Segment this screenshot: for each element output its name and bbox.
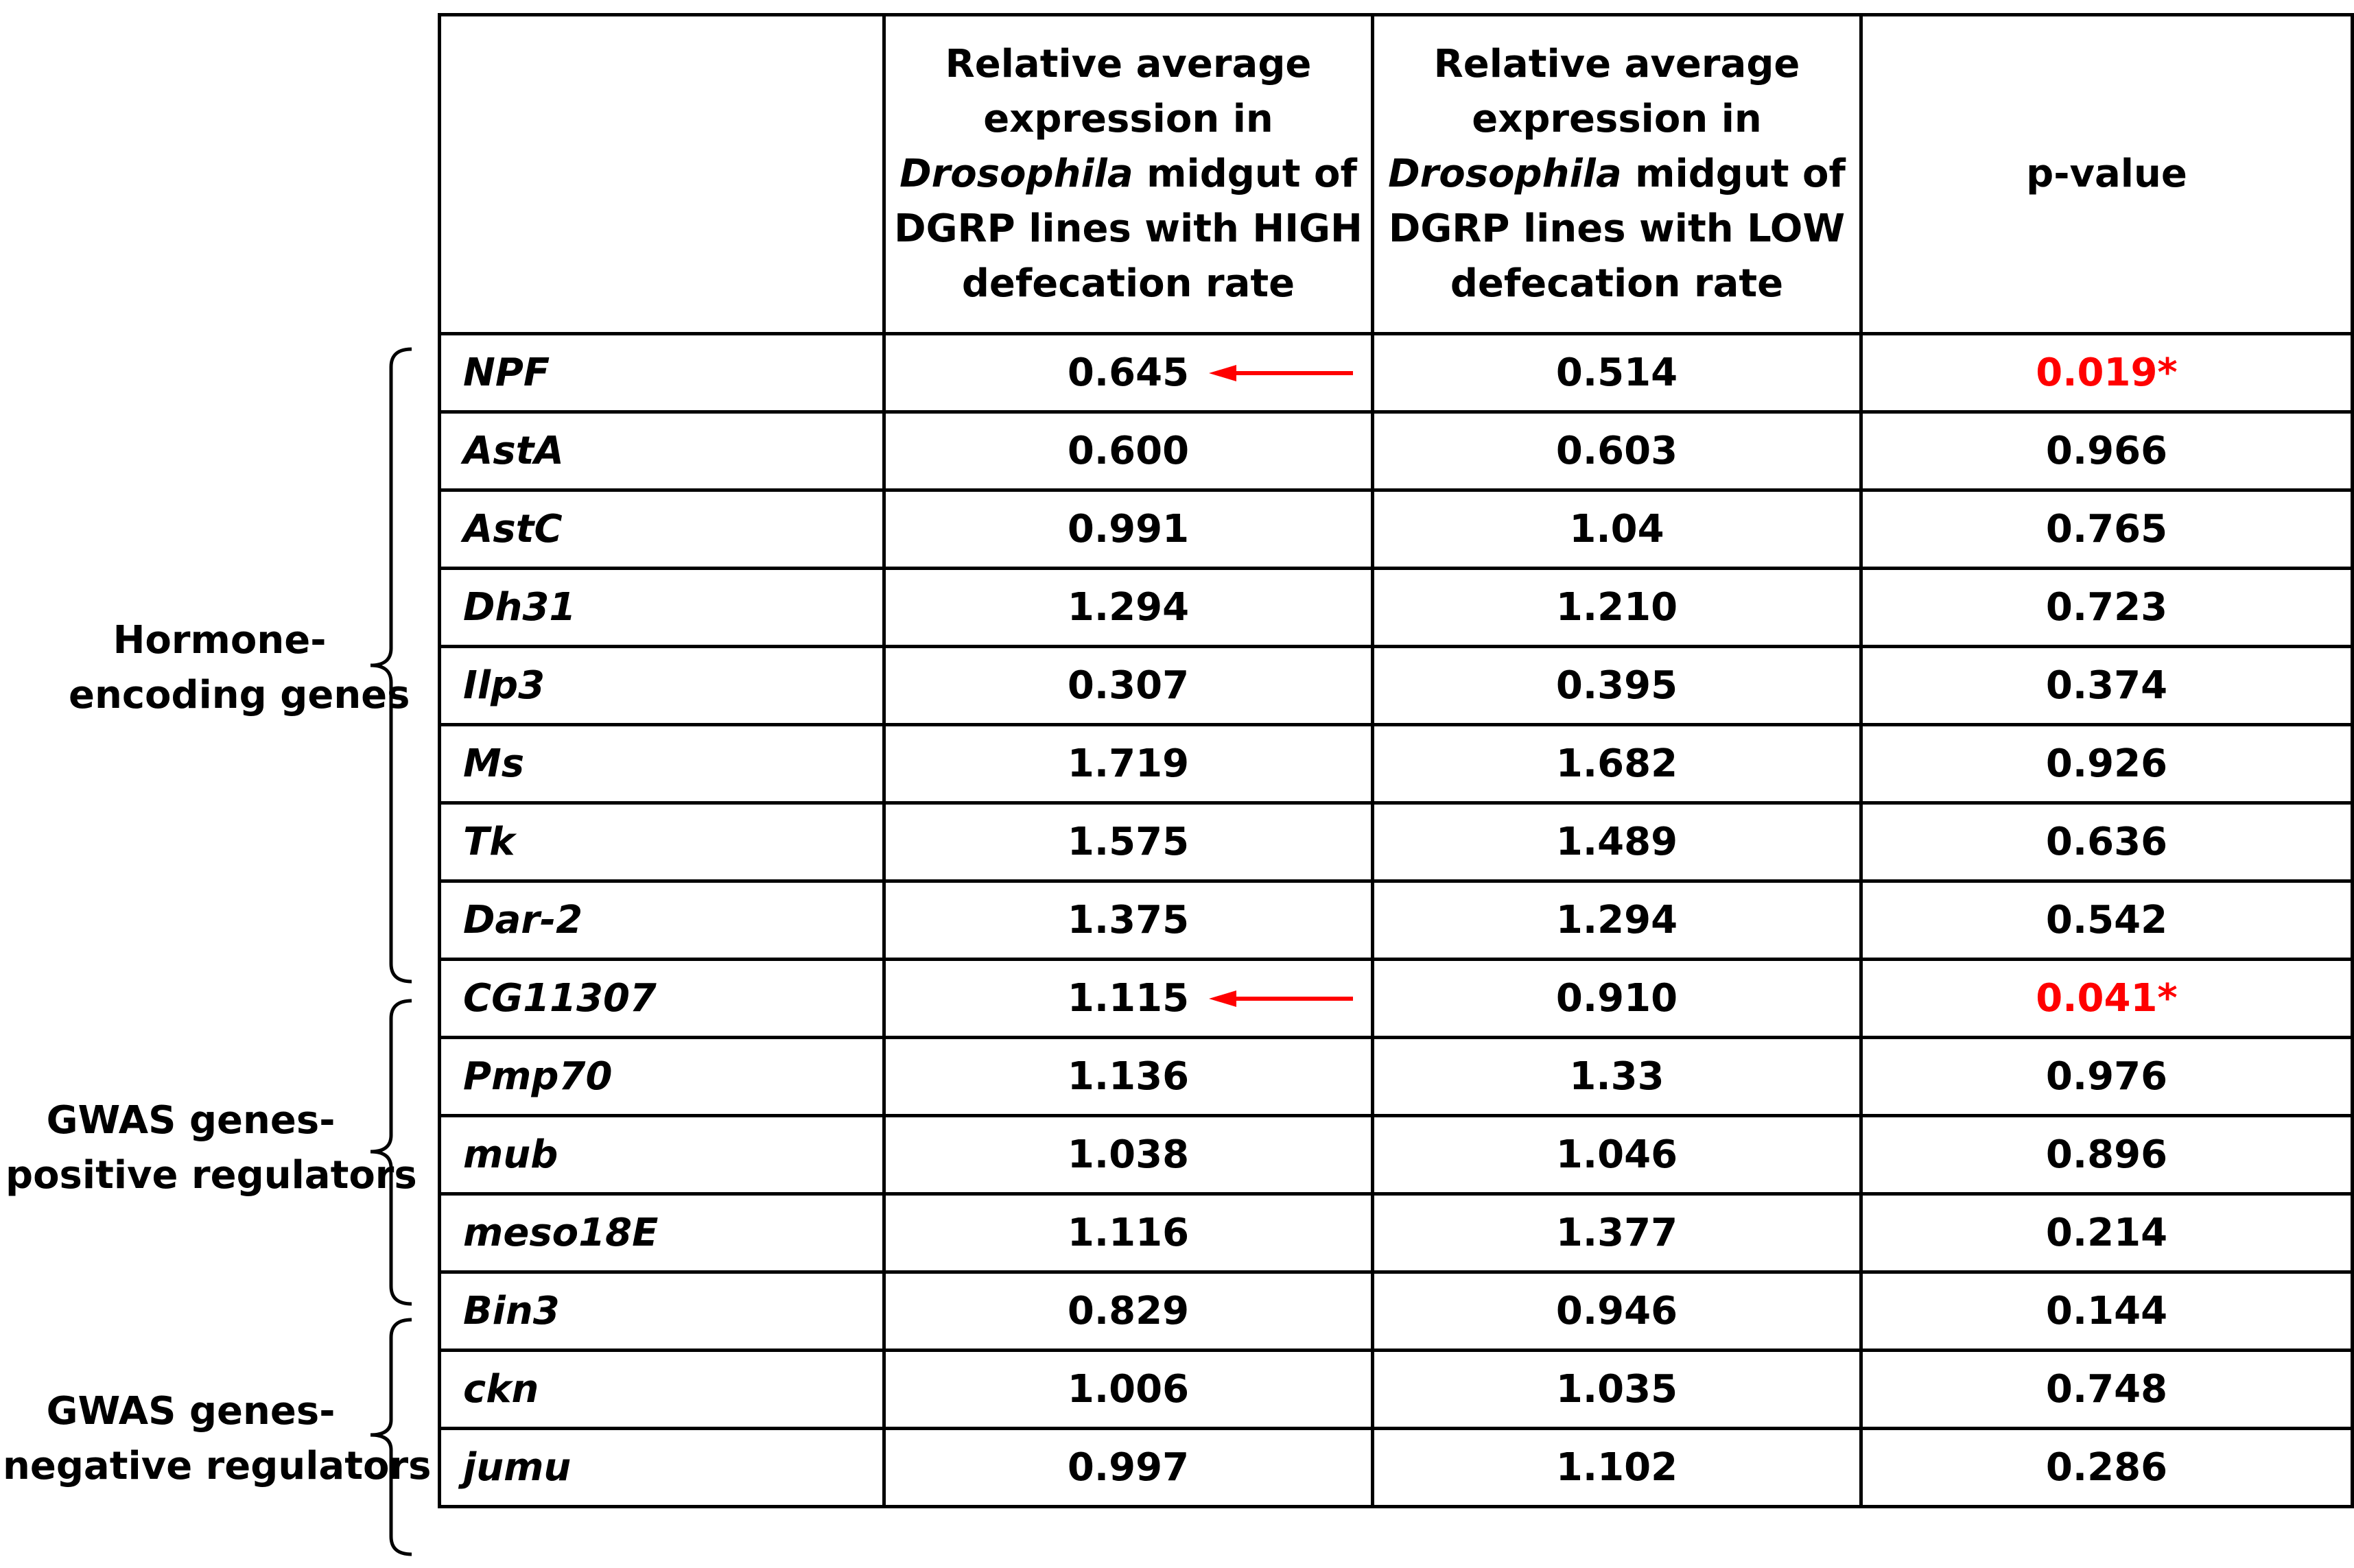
- gene-name-cell: AstC: [440, 490, 884, 569]
- high-expression-cell: [884, 412, 1373, 490]
- low-expression-cell: 0.514: [1373, 334, 1861, 412]
- p-value-cell: 0.765: [1861, 490, 2353, 569]
- low-expression-cell: 0.603: [1373, 412, 1861, 490]
- high-expression-value: 0.991: [1067, 507, 1190, 551]
- p-value-cell: 0.976: [1861, 1038, 2353, 1116]
- group-label-line1: GWAS genes-: [46, 1389, 336, 1434]
- gene-name-cell: Dh31: [440, 569, 884, 647]
- header-gene: [440, 15, 884, 334]
- species-name: Drosophila: [1388, 152, 1622, 196]
- gene-name-cell: Dar-2: [440, 881, 884, 960]
- header-low-line2: expression in: [1472, 97, 1762, 141]
- group-label-line2: negative regulators: [3, 1444, 432, 1488]
- high-expression-cell: [884, 1272, 1373, 1351]
- table-row: [440, 569, 2353, 647]
- low-expression-cell: 1.210: [1373, 569, 1861, 647]
- group-label-line1: Hormone-: [113, 618, 327, 663]
- table-row: [440, 647, 2353, 725]
- low-expression-cell: 0.910: [1373, 960, 1861, 1038]
- p-value-cell-significant: 0.019*: [1861, 334, 2353, 412]
- header-low-line4: DGRP lines with LOW: [1388, 206, 1846, 251]
- red-arrow-icon: [1209, 989, 1353, 1008]
- p-value-cell: 0.926: [1861, 725, 2353, 803]
- species-name: Drosophila: [899, 152, 1133, 196]
- low-expression-cell: 0.395: [1373, 647, 1861, 725]
- p-value-cell: 0.214: [1861, 1194, 2353, 1272]
- table-row: [440, 1429, 2353, 1507]
- high-expression-value: 1.038: [1067, 1132, 1190, 1177]
- high-expression-value: 0.645: [1067, 351, 1190, 395]
- group-label-line1: GWAS genes-: [46, 1098, 336, 1143]
- low-expression-cell: 1.294: [1373, 881, 1861, 960]
- group-label-gwas-positive: [5, 1093, 417, 1203]
- high-expression-value: 0.307: [1067, 663, 1190, 708]
- gene-name-cell: Bin3: [440, 1272, 884, 1351]
- gene-name-cell: AstA: [440, 412, 884, 490]
- table-row: [440, 1116, 2353, 1194]
- expression-table: [438, 13, 2354, 1508]
- header-low-line5: defecation rate: [1450, 261, 1784, 306]
- table-row: [440, 490, 2353, 569]
- group-label-line2: encoding genes: [69, 673, 410, 717]
- brace-gwas-negative: [343, 1317, 419, 1557]
- header-p-value: p-value: [1861, 15, 2353, 334]
- header-low-line3: [1374, 147, 1859, 202]
- high-expression-value: 1.375: [1067, 898, 1190, 942]
- p-value-cell: 0.286: [1861, 1429, 2353, 1507]
- table-row: [440, 412, 2353, 490]
- p-value-cell: 0.966: [1861, 412, 2353, 490]
- p-value-cell-significant: 0.041*: [1861, 960, 2353, 1038]
- high-expression-cell: [884, 1038, 1373, 1116]
- table-row: [440, 725, 2353, 803]
- table-row: [440, 1351, 2353, 1429]
- p-value-cell: 0.896: [1861, 1116, 2353, 1194]
- header-low-line1: Relative average: [1433, 42, 1800, 86]
- header-high-line3-rest: midgut of: [1133, 152, 1357, 196]
- low-expression-cell: 1.046: [1373, 1116, 1861, 1194]
- table-row: [440, 960, 2353, 1038]
- high-expression-value: 1.116: [1067, 1211, 1190, 1255]
- p-value-cell: 0.636: [1861, 803, 2353, 881]
- header-high-line5: defecation rate: [961, 261, 1295, 306]
- header-low-line3-rest: midgut of: [1621, 152, 1846, 196]
- gene-name-cell: ckn: [440, 1351, 884, 1429]
- brace-hormone: [343, 346, 419, 984]
- p-value-cell: 0.748: [1861, 1351, 2353, 1429]
- high-expression-cell: [884, 647, 1373, 725]
- high-expression-cell: [884, 725, 1373, 803]
- high-expression-cell: [884, 1116, 1373, 1194]
- high-expression-value: 1.294: [1067, 585, 1190, 630]
- high-expression-cell: [884, 1429, 1373, 1507]
- header-high-line2: expression in: [983, 97, 1273, 141]
- gene-name-cell: jumu: [440, 1429, 884, 1507]
- header-high-line4: DGRP lines with HIGH: [894, 206, 1363, 251]
- gene-name-cell: Pmp70: [440, 1038, 884, 1116]
- p-value-cell: 0.723: [1861, 569, 2353, 647]
- low-expression-cell: 0.946: [1373, 1272, 1861, 1351]
- gene-name-cell: Ms: [440, 725, 884, 803]
- high-expression-value: 1.575: [1067, 820, 1190, 864]
- brace-gwas-positive: [343, 998, 419, 1307]
- table-body: [440, 334, 2353, 1507]
- high-expression-cell: [884, 569, 1373, 647]
- high-expression-value: 1.115: [1067, 976, 1190, 1021]
- table-row: [440, 881, 2353, 960]
- high-expression-cell: [884, 1194, 1373, 1272]
- header-row: [440, 15, 2353, 334]
- gene-name-cell: CG11307: [440, 960, 884, 1038]
- low-expression-cell: 1.377: [1373, 1194, 1861, 1272]
- low-expression-cell: 1.489: [1373, 803, 1861, 881]
- low-expression-cell: 1.682: [1373, 725, 1861, 803]
- high-expression-value: 1.719: [1067, 741, 1190, 786]
- p-value-cell: 0.144: [1861, 1272, 2353, 1351]
- table-row: [440, 1194, 2353, 1272]
- high-expression-cell: [884, 490, 1373, 569]
- table-row: [440, 1038, 2353, 1116]
- group-label-gwas-negative: [3, 1384, 432, 1494]
- table-row: [440, 334, 2353, 412]
- high-expression-value: 0.829: [1067, 1289, 1190, 1333]
- low-expression-cell: 1.04: [1373, 490, 1861, 569]
- group-label-line2: positive regulators: [5, 1153, 417, 1198]
- high-expression-cell: [884, 1351, 1373, 1429]
- high-expression-value: 0.997: [1067, 1445, 1190, 1490]
- table-row: [440, 1272, 2353, 1351]
- p-value-cell: 0.374: [1861, 647, 2353, 725]
- high-expression-value: 0.600: [1067, 429, 1190, 473]
- high-expression-cell: [884, 960, 1373, 1038]
- low-expression-cell: 1.33: [1373, 1038, 1861, 1116]
- high-expression-value: 1.136: [1067, 1054, 1190, 1099]
- header-high-line1: Relative average: [945, 42, 1312, 86]
- gene-name-cell: mub: [440, 1116, 884, 1194]
- gene-name-cell: Ilp3: [440, 647, 884, 725]
- low-expression-cell: 1.102: [1373, 1429, 1861, 1507]
- high-expression-value: 1.006: [1067, 1367, 1190, 1412]
- high-expression-cell: [884, 803, 1373, 881]
- header-low-expression: [1373, 15, 1861, 334]
- high-expression-cell: [884, 881, 1373, 960]
- low-expression-cell: 1.035: [1373, 1351, 1861, 1429]
- header-high-expression: [884, 15, 1373, 334]
- table-row: [440, 803, 2353, 881]
- p-value-cell: 0.542: [1861, 881, 2353, 960]
- gene-name-cell: meso18E: [440, 1194, 884, 1272]
- gene-name-cell: Tk: [440, 803, 884, 881]
- red-arrow-icon: [1209, 364, 1353, 383]
- gene-name-cell: NPF: [440, 334, 884, 412]
- group-label-hormone: [69, 613, 410, 723]
- header-high-line3: [886, 147, 1371, 202]
- high-expression-cell: [884, 334, 1373, 412]
